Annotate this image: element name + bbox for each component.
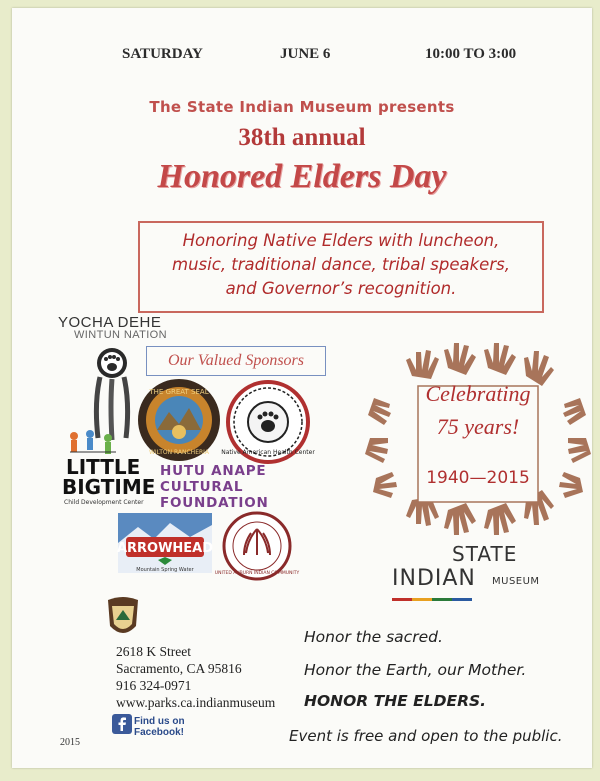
museum-underline-icon (392, 596, 492, 604)
facebook-line-2: Facebook! (134, 727, 185, 738)
facebook-link[interactable] (134, 716, 185, 738)
wilton-top-text: THE GREAT SEAL (149, 388, 209, 396)
state-parks-logo-icon (104, 596, 142, 640)
hutu-line-1: HUTU ANAPE (160, 463, 267, 479)
museum-museum-text: MUSEUM (492, 576, 540, 587)
health-center-seal-icon (221, 380, 315, 464)
hutu-line-3: FOUNDATION (160, 495, 269, 511)
honoring-line-3: and Governor’s recognition. (225, 279, 457, 298)
facebook-line-1: Find us on (134, 716, 185, 727)
bigtime-text: BIGTIME (62, 475, 156, 499)
arrowhead-sub-text: Mountain Spring Water (136, 567, 194, 573)
little-text: LITTLE (66, 455, 141, 479)
wintun-nation-text: WINTUN NATION (74, 329, 167, 341)
event-date: JUNE 6 (280, 46, 331, 62)
honoring-box (138, 221, 544, 313)
arrowhead-logo-icon (118, 513, 212, 573)
celebrating-line-2: 75 years! (436, 414, 520, 439)
wilton-rancheria-text: WILTON RANCHERIA (148, 449, 210, 456)
address-phone: 916 324-0971 (116, 678, 192, 693)
celebrating-years: 1940—2015 (426, 468, 530, 488)
presents-line: The State Indian Museum presents (149, 98, 455, 116)
museum-state-text: STATE (452, 542, 518, 566)
hutu-anape-foundation (160, 463, 269, 511)
address-city: Sacramento, CA 95816 (116, 661, 242, 676)
facebook-icon[interactable] (112, 714, 132, 734)
motto-line-3: HONOR THE ELDERS. (304, 692, 487, 710)
honoring-line-2: music, traditional dance, tribal speakers, (172, 255, 510, 274)
flyer-page (12, 8, 592, 768)
health-center-text: Native American Health Center (221, 449, 315, 456)
arrowhead-text: ARROWHEAD (116, 541, 214, 556)
free-event-text: Event is free and open to the public. (289, 727, 563, 745)
museum-indian-text: INDIAN (392, 566, 476, 591)
honoring-line-1: Honoring Native Elders with luncheon, (182, 231, 500, 250)
united-auburn-text: UNITED AUBURN INDIAN COMMUNITY (214, 571, 300, 576)
address-street: 2618 K Street (116, 644, 191, 659)
annual-line: 38th annual (238, 124, 366, 151)
little-bigtime-sub-text: Child Development Center (64, 499, 144, 506)
motto-line-2: Honor the Earth, our Mother. (304, 661, 527, 679)
event-day: SATURDAY (122, 46, 203, 62)
hutu-line-2: CULTURAL (160, 479, 244, 495)
united-auburn-seal-icon (214, 511, 300, 581)
yocha-dehe-logo-text: YOCHA DEHE (58, 314, 162, 331)
little-bigtime-logo-icon (60, 428, 160, 508)
page-title: Honored Elders Day (157, 158, 447, 195)
celebrating-line-1: Celebrating (425, 381, 531, 406)
motto-line-1: Honor the sacred. (304, 628, 443, 646)
sponsors-label: Our Valued Sponsors (146, 346, 326, 376)
event-time: 10:00 TO 3:00 (425, 46, 517, 62)
address-website[interactable]: www.parks.ca.indianmuseum (116, 695, 276, 710)
year-stamp: 2015 (60, 737, 80, 748)
